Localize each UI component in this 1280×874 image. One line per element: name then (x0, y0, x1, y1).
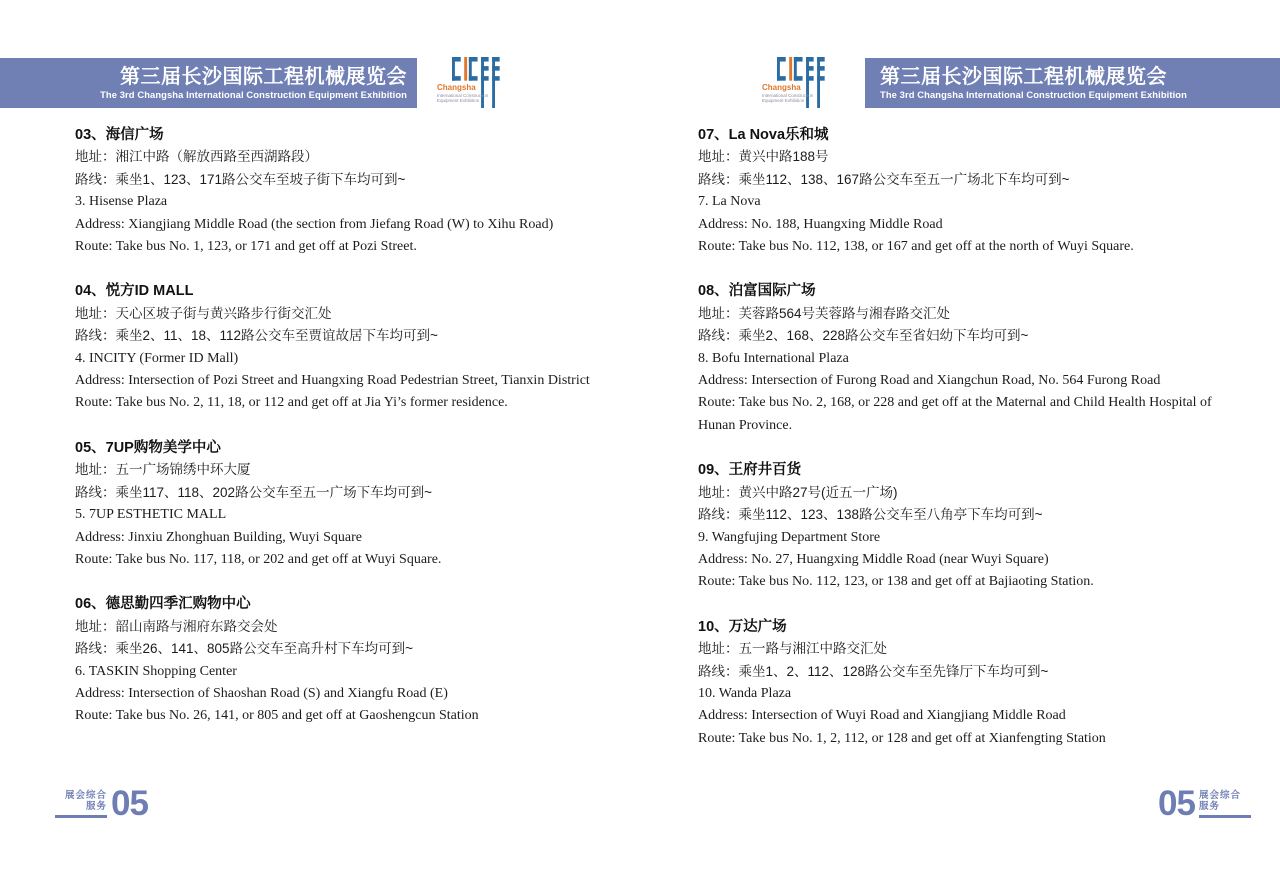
logo-text (762, 83, 814, 103)
logo-tagline (437, 93, 489, 103)
location-title: 10、万达广场 (698, 618, 787, 635)
location-route-en: Route: Take bus No. 26, 141, or 805 and get off at Gaoshengcun Station (75, 708, 479, 724)
footer-label-line1: 展会综合 (64, 790, 107, 801)
location-title: 03、海信广场 (75, 127, 164, 143)
location-address-en: Address: Intersection of Furong Road and Xiangchun Road, No. 564 Furong Road (698, 373, 1161, 389)
location-route-cn: 路线：乘坐2、168、228路公交车至省妇幼下车均可到~ (698, 328, 1029, 344)
exhibition-title-en: The 3rd Changsha International Construction Equipment Exhibition (100, 89, 407, 100)
exhibition-title-cn: 第三届长沙国际工程机械展览会 (120, 66, 407, 88)
location-address-en: Address: Intersection of Pozi Street and Huangxing Road Pedestrian Street, Tianxin District (75, 373, 590, 389)
location-address-en: Address: Xiangjiang Middle Road (the section from Jiefang Road (W) to Xihu Road) (75, 216, 554, 232)
location-title: 09、王府井百货 (698, 462, 802, 479)
location-route-cn: 路线：乘坐112、123、138路公交车至八角亭下车均可到~ (698, 507, 1043, 523)
footer-label-line2: 服务 (1198, 801, 1220, 812)
location-route-en: Route: Take bus No. 1, 123, or 171 and get off at Pozi Street. (75, 239, 417, 255)
location-title-en: 6. TASKIN Shopping Center (75, 663, 237, 679)
footer-rule (55, 815, 107, 818)
column-left (75, 124, 635, 750)
footer-rule (1199, 815, 1251, 818)
location-address-en: Address: Intersection of Shaoshan Road (S) and Xiangfu Road (E) (75, 685, 448, 701)
header-bar-right (865, 58, 1280, 108)
footer-left (55, 784, 148, 823)
location-title-en: 5. 7UP ESTHETIC MALL (75, 507, 227, 523)
logo-city: Changsha (437, 83, 476, 92)
header-bar-left (0, 58, 417, 108)
location-route-en: Route: Take bus No. 2, 168, or 228 and get off at the Maternal and Child Health Hospital of Hunan Province. (698, 395, 1212, 433)
logo-tagline-line2: Equipment Exhibition (437, 98, 480, 103)
location-title-en: 4. INCITY (Former ID Mall) (75, 350, 239, 366)
location-block-09 (698, 459, 1214, 593)
location-block-04 (75, 280, 635, 414)
footer-label-block (1199, 787, 1251, 818)
location-route-cn: 路线：乘坐117、118、202路公交车至五一广场下车均可到~ (75, 484, 432, 500)
location-route-cn: 路线：乘坐112、138、167路公交车至五一广场北下车均可到~ (698, 171, 1070, 187)
cicee-logo (762, 57, 828, 108)
location-address-cn: 地址：湘江中路（解放西路至西湖路段） (75, 149, 318, 165)
location-title-en: 3. Hisense Plaza (75, 194, 168, 210)
location-route-cn: 路线：乘坐26、141、805路公交车至高升村下车均可到~ (75, 641, 413, 657)
location-title: 06、德思勤四季汇购物中心 (75, 596, 251, 613)
location-address-en: Address: Intersection of Wuyi Road and Xiangjiang Middle Road (698, 708, 1066, 724)
location-address-en: Address: Jinxiu Zhonghuan Building, Wuyi Square (75, 529, 362, 545)
location-route-en: Route: Take bus No. 112, 138, or 167 and get off at the north of Wuyi Square. (698, 239, 1134, 255)
logo-tagline-line1: International Construction (762, 93, 814, 98)
location-address-cn: 地址：五一广场锦绣中环大厦 (75, 462, 251, 478)
location-route-en: Route: Take bus No. 117, 118, or 202 and get off at Wuyi Square. (75, 551, 442, 567)
location-title: 07、La Nova乐和城 (698, 127, 829, 143)
logo-tagline (762, 93, 814, 103)
page-number: 05 (1158, 784, 1195, 823)
footer-right (1158, 784, 1251, 823)
location-block-10 (698, 616, 1214, 750)
footer-label-line1: 展会综合 (1198, 790, 1241, 801)
page-number: 05 (111, 784, 148, 823)
location-address-cn: 地址：天心区坡子街与黄兴路步行街交汇处 (75, 305, 332, 321)
footer-label-line2: 服务 (85, 801, 107, 812)
location-title: 08、泊富国际广场 (698, 283, 816, 300)
location-route-en: Route: Take bus No. 1, 2, 112, or 128 and get off at Xianfengting Station (698, 730, 1106, 746)
location-block-07 (698, 124, 1214, 258)
logo-text (437, 83, 489, 103)
location-route-en: Route: Take bus No. 112, 123, or 138 and get off at Bajiaoting Station. (698, 574, 1094, 590)
location-block-03 (75, 124, 635, 258)
exhibition-title-en: The 3rd Changsha International Construction Equipment Exhibition (880, 89, 1187, 100)
location-title: 04、悦方ID MALL (75, 283, 194, 300)
location-block-08 (698, 280, 1214, 437)
location-address-cn: 地址：五一路与湘江中路交汇处 (698, 641, 887, 657)
location-title-en: 9. Wangfujing Department Store (698, 529, 881, 545)
cicee-logo (437, 57, 503, 108)
exhibition-title-cn: 第三届长沙国际工程机械展览会 (880, 66, 1167, 88)
location-route-cn: 路线：乘坐2、11、18、112路公交车至贾谊故居下车均可到~ (75, 328, 438, 344)
location-address-cn: 地址：韶山南路与湘府东路交会处 (75, 618, 278, 634)
location-route-en: Route: Take bus No. 2, 11, 18, or 112 and get off at Jia Yi’s former residence. (75, 395, 508, 411)
logo-tagline-line1: International Construction (437, 93, 489, 98)
footer-label-block (55, 787, 107, 818)
location-address-cn: 地址：黄兴中路188号 (698, 149, 829, 165)
location-title-en: 10. Wanda Plaza (698, 685, 792, 701)
location-address-en: Address: No. 27, Huangxing Middle Road (near Wuyi Square) (698, 551, 1049, 567)
logo-tagline-line2: Equipment Exhibition (762, 98, 805, 103)
location-title-en: 7. La Nova (698, 194, 761, 210)
column-right (698, 124, 1214, 772)
location-block-05 (75, 437, 635, 571)
logo-city: Changsha (762, 83, 801, 92)
location-title: 05、7UP购物美学中心 (75, 439, 221, 456)
location-block-06 (75, 593, 635, 727)
location-route-cn: 路线：乘坐1、2、112、128路公交车至先锋厅下车均可到~ (698, 663, 1049, 679)
location-title-en: 8. Bofu International Plaza (698, 350, 849, 366)
location-address-cn: 地址：黄兴中路27号(近五一广场) (698, 484, 898, 500)
location-route-cn: 路线：乘坐1、123、171路公交车至坡子街下车均可到~ (75, 171, 406, 187)
location-address-en: Address: No. 188, Huangxing Middle Road (698, 216, 943, 232)
location-address-cn: 地址：芙蓉路564号芙蓉路与湘春路交汇处 (698, 305, 951, 321)
